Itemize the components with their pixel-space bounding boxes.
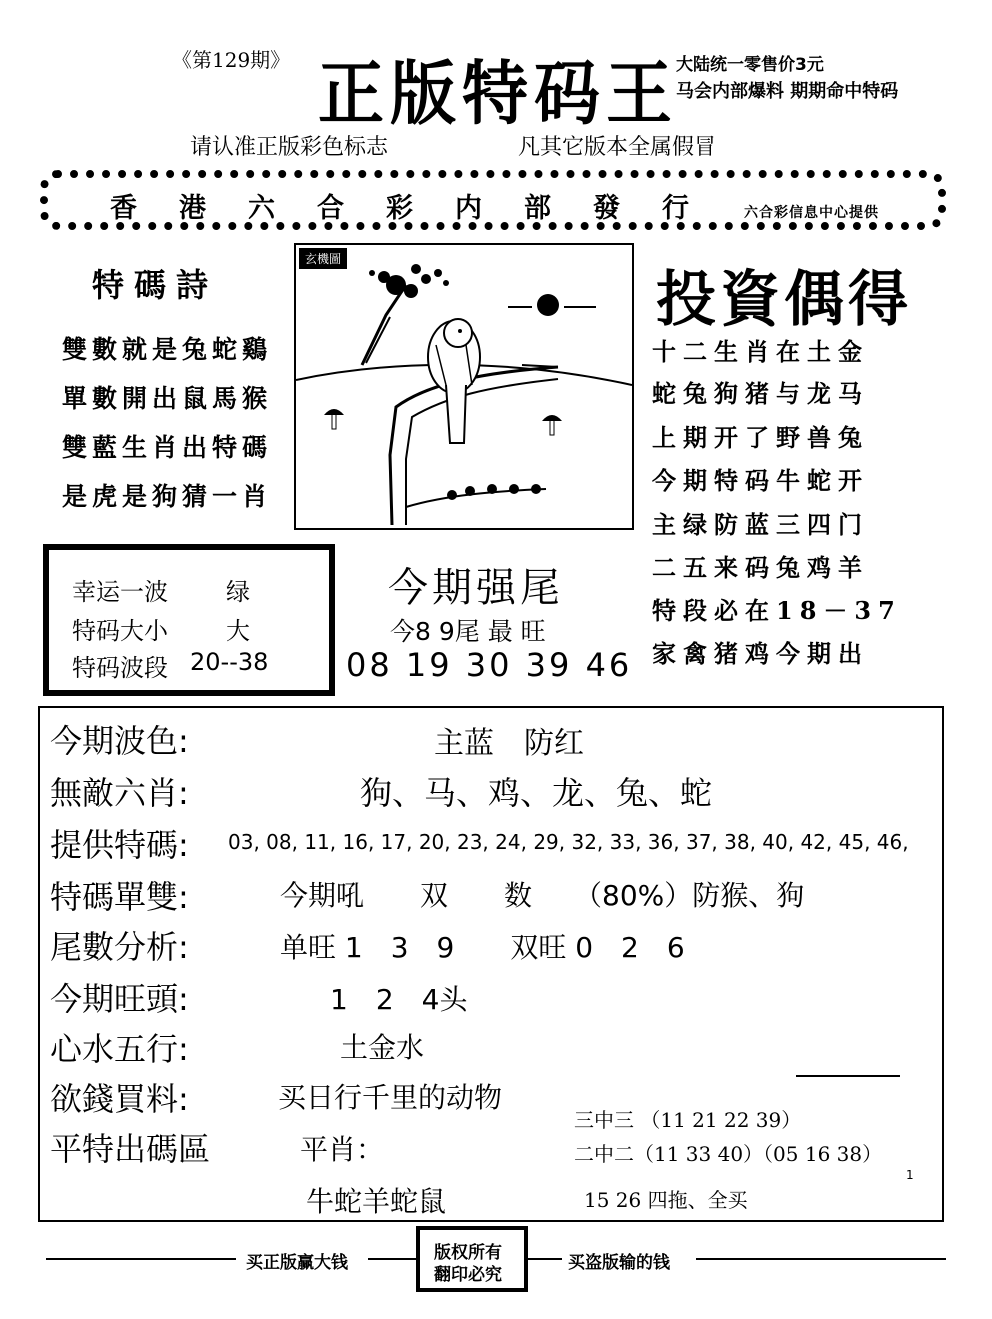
lucky-size-value: 大 [226,617,250,645]
poem-line: 雙藍生肖出特碼 [62,433,273,462]
poem-line: 雙數就是兔蛇鷄 [62,335,273,364]
wave-color-label: 今期波色: [50,722,189,760]
footer-line-left [46,1258,236,1260]
odd-even-label: 特碼單雙: [50,878,189,916]
strong-tail-sub: 今8 9尾 最 旺 [390,617,546,646]
poem-title: 特碼詩 [92,266,219,304]
notice-right: 凡其它版本全属假冒 [518,135,717,160]
issue-number: 《第129期》 [172,48,291,72]
footer-line-mid-left [368,1258,416,1260]
copyright-line-2: 翻印必究 [434,1265,502,1285]
drag-combo: 15 26 四拖、全买 [584,1188,748,1212]
lucky-size-label: 特码大小 [72,617,168,645]
notice-left: 请认准正版彩色标志 [190,135,389,160]
tail-analysis-value: 单旺 1 3 9 双旺 0 2 6 [280,931,685,964]
lucky-range-value: 20--38 [190,648,269,676]
slogan-text: 马会内部爆料 期期命中特码 [676,81,899,102]
odd-even-value: 今期吼 双 数 （80%）防猴、狗 [280,879,805,912]
strong-tail-title: 今期强尾 [388,565,564,611]
buy-hint-label: 欲錢買料: [50,1080,189,1118]
invest-title: 投資偶得 [656,265,912,335]
five-element-label: 心水五行: [50,1030,189,1068]
wave-color-value: 主蓝 防红 [434,726,584,761]
lucky-wave-label: 幸运一波 [72,578,168,606]
lucky-wave-value: 绿 [226,578,250,606]
banner-main-text: 香港六合彩内部發行 [110,193,731,224]
invest-line: 主绿防蓝三四门 [652,510,869,539]
copyright-line-1: 版权所有 [434,1243,502,1263]
five-element-value: 土金水 [340,1031,425,1064]
flat-zodiac-value: 牛蛇羊蛇鼠 [306,1185,447,1218]
invest-line: 蛇兔狗猪与龙马 [652,379,869,408]
six-zodiac-value: 狗、马、鸡、龙、兔、蛇 [360,774,713,812]
footer-line-right [696,1258,946,1260]
poem-line: 單數開出鼠馬猴 [62,384,273,413]
invest-line: 今期特码牛蛇开 [652,466,869,495]
illustration-tag: 玄機圖 [299,248,347,269]
invest-line: 二五来码兔鸡羊 [652,553,869,582]
special-code-label: 提供特碼: [50,826,189,864]
six-zodiac-label: 無敵六肖: [50,774,189,812]
invest-line: 特段必在18－37 [652,596,902,625]
bird-branch-drawing [296,245,632,528]
invest-line: 上期开了野兽兔 [652,423,869,452]
price-text: 大陆统一零售价3元 [676,55,824,75]
hot-head-label: 今期旺頭: [50,980,189,1018]
bird-illustration [294,243,634,530]
invest-line: 家禽猪鸡今期出 [652,639,869,668]
tail-analysis-label: 尾數分析: [50,928,189,966]
hot-head-value: 1 2 4头 [330,983,468,1016]
page-title: 正版特码王 [318,52,678,135]
poem-line: 是虎是狗猜一肖 [62,482,273,511]
footer-left-text: 买正版赢大钱 [246,1253,348,1273]
two-hit-two: 二中二（11 33 40）（05 16 38） [574,1142,883,1166]
three-hit-three: 三中三 （11 21 22 39） [574,1108,802,1132]
strong-tail-numbers: 08 19 30 39 46 [346,646,633,684]
divider [796,1075,900,1077]
tiny-mark: 1 [906,1168,914,1182]
banner-sub-text: 六合彩信息中心提供 [744,205,879,221]
invest-line: 十二生肖在土金 [652,337,869,366]
buy-hint-value: 买日行千里的动物 [278,1081,503,1114]
flat-special-label: 平特出碼區 [50,1130,211,1168]
footer-line-mid-right [528,1258,562,1260]
flat-zodiac-label: 平肖： [300,1133,385,1166]
special-code-value: 03, 08, 11, 16, 17, 20, 23, 24, 29, 32, 33, 36, 37, 38, 40, 42, 45, 46, [228,830,909,854]
lucky-range-label: 特码波段 [72,654,168,682]
footer-right-text: 买盗版输的钱 [568,1253,670,1273]
